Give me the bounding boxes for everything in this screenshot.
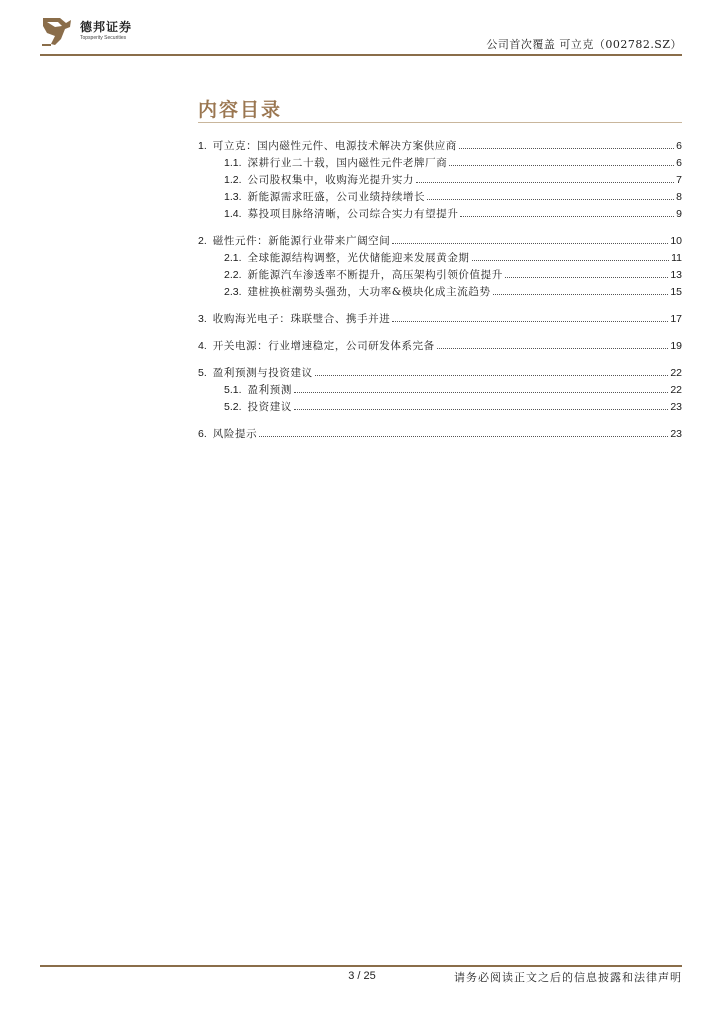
toc-entry[interactable] — [198, 187, 682, 204]
toc-entry-page: 15 — [670, 286, 682, 298]
toc-entry-number: 1.3. — [224, 191, 242, 203]
toc-entry-title: 全球能源结构调整，光伏储能迎来发展黄金期 — [247, 252, 470, 264]
toc-entry-title: 建桩换桩潮势头强劲，大功率&模块化成主流趋势 — [247, 286, 491, 298]
toc-entry-title: 盈利预测与投资建议 — [212, 367, 313, 379]
toc-entry-number: 3. — [198, 313, 207, 325]
toc-entry-page: 19 — [670, 340, 682, 352]
toc-entry-page: 10 — [670, 235, 682, 247]
toc-entry-page: 11 — [671, 252, 682, 264]
toc-dot-leader — [392, 243, 668, 244]
toc-entry[interactable] — [198, 136, 682, 153]
toc-entry[interactable] — [198, 153, 682, 170]
toc-dot-leader — [459, 148, 674, 149]
toc-entry-title: 深耕行业二十载，国内磁性元件老牌厂商 — [247, 157, 448, 169]
toc-entry-page: 9 — [676, 208, 682, 220]
toc-entry-number: 2.2. — [224, 269, 242, 281]
toc-entry-title: 公司股权集中，收购海光提升实力 — [247, 174, 415, 186]
toc-entry-page: 6 — [676, 157, 682, 169]
toc-entry[interactable] — [198, 309, 682, 326]
toc-entry[interactable] — [198, 248, 682, 265]
toc-entry-title: 新能源汽车渗透率不断提升，高压架构引领价值提升 — [247, 269, 503, 281]
toc-entry-number: 2.1. — [224, 252, 242, 264]
toc-entry-title: 可立克：国内磁性元件、电源技术解决方案供应商 — [212, 140, 457, 152]
brand-name-cn: 德邦证券 — [80, 20, 133, 34]
toc-entry[interactable] — [198, 380, 682, 397]
topsperity-logo-icon — [40, 14, 74, 48]
toc-entry-page: 23 — [670, 401, 682, 413]
table-of-contents — [198, 136, 682, 441]
toc-entry-page: 22 — [670, 367, 682, 379]
toc-dot-leader — [460, 216, 674, 217]
toc-entry-page: 6 — [676, 140, 682, 152]
toc-entry[interactable] — [198, 424, 682, 441]
toc-dot-leader — [294, 392, 668, 393]
toc-entry-page: 23 — [670, 428, 682, 440]
toc-entry-title: 投资建议 — [247, 401, 292, 413]
toc-entry-title: 收购海光电子：珠联璧合、携手并进 — [212, 313, 391, 325]
toc-dot-leader — [449, 165, 674, 166]
toc-entry-page: 7 — [676, 174, 682, 186]
toc-entry-title: 风险提示 — [212, 428, 258, 440]
footer-divider — [40, 965, 682, 967]
toc-entry[interactable] — [198, 204, 682, 221]
toc-entry-number: 2.3. — [224, 286, 242, 298]
toc-entry[interactable] — [198, 397, 682, 414]
toc-entry-number: 1.4. — [224, 208, 242, 220]
toc-entry-number: 4. — [198, 340, 207, 352]
toc-title-divider — [198, 122, 682, 123]
toc-entry[interactable] — [198, 231, 682, 248]
toc-dot-leader — [505, 277, 668, 278]
toc-entry-page: 13 — [670, 269, 682, 281]
toc-entry[interactable] — [198, 265, 682, 282]
toc-dot-leader — [392, 321, 668, 322]
toc-entry[interactable] — [198, 170, 682, 187]
toc-entry-title: 新能源需求旺盛，公司业绩持续增长 — [247, 191, 426, 203]
toc-entry-title: 募投项目脉络清晰，公司综合实力有望提升 — [247, 208, 459, 220]
toc-entry-number: 1. — [198, 140, 207, 152]
toc-entry[interactable] — [198, 363, 682, 380]
toc-title: 内容目录 — [198, 99, 283, 121]
toc-entry-number: 1.1. — [224, 157, 242, 169]
toc-entry-number: 1.2. — [224, 174, 242, 186]
toc-entry-number: 5. — [198, 367, 207, 379]
report-info: 公司首次覆盖 可立克（002782.SZ） — [486, 38, 682, 51]
toc-entry[interactable] — [198, 282, 682, 299]
header-divider — [40, 54, 682, 56]
toc-entry-page: 22 — [670, 384, 682, 396]
page-number: 3 / 25 — [348, 970, 376, 982]
brand-logo — [40, 14, 140, 50]
toc-dot-leader — [315, 375, 669, 376]
toc-entry-title: 盈利预测 — [247, 384, 292, 396]
toc-entry-number: 5.2. — [224, 401, 242, 413]
toc-dot-leader — [493, 294, 669, 295]
toc-entry-number: 6. — [198, 428, 207, 440]
toc-entry-title: 磁性元件：新能源行业带来广阔空间 — [212, 235, 391, 247]
toc-entry-number: 5.1. — [224, 384, 242, 396]
toc-dot-leader — [472, 260, 670, 261]
toc-entry-number: 2. — [198, 235, 207, 247]
legal-disclaimer: 请务必阅读正文之后的信息披露和法律声明 — [454, 971, 682, 984]
toc-dot-leader — [416, 182, 674, 183]
toc-dot-leader — [294, 409, 668, 410]
toc-dot-leader — [437, 348, 669, 349]
toc-entry-page: 8 — [676, 191, 682, 203]
toc-dot-leader — [259, 436, 668, 437]
toc-entry-page: 17 — [670, 313, 682, 325]
toc-entry-title: 开关电源：行业增速稳定，公司研发体系完备 — [212, 340, 435, 352]
toc-entry[interactable] — [198, 336, 682, 353]
brand-name-en: Topsperity Securities — [80, 35, 127, 41]
toc-dot-leader — [427, 199, 674, 200]
